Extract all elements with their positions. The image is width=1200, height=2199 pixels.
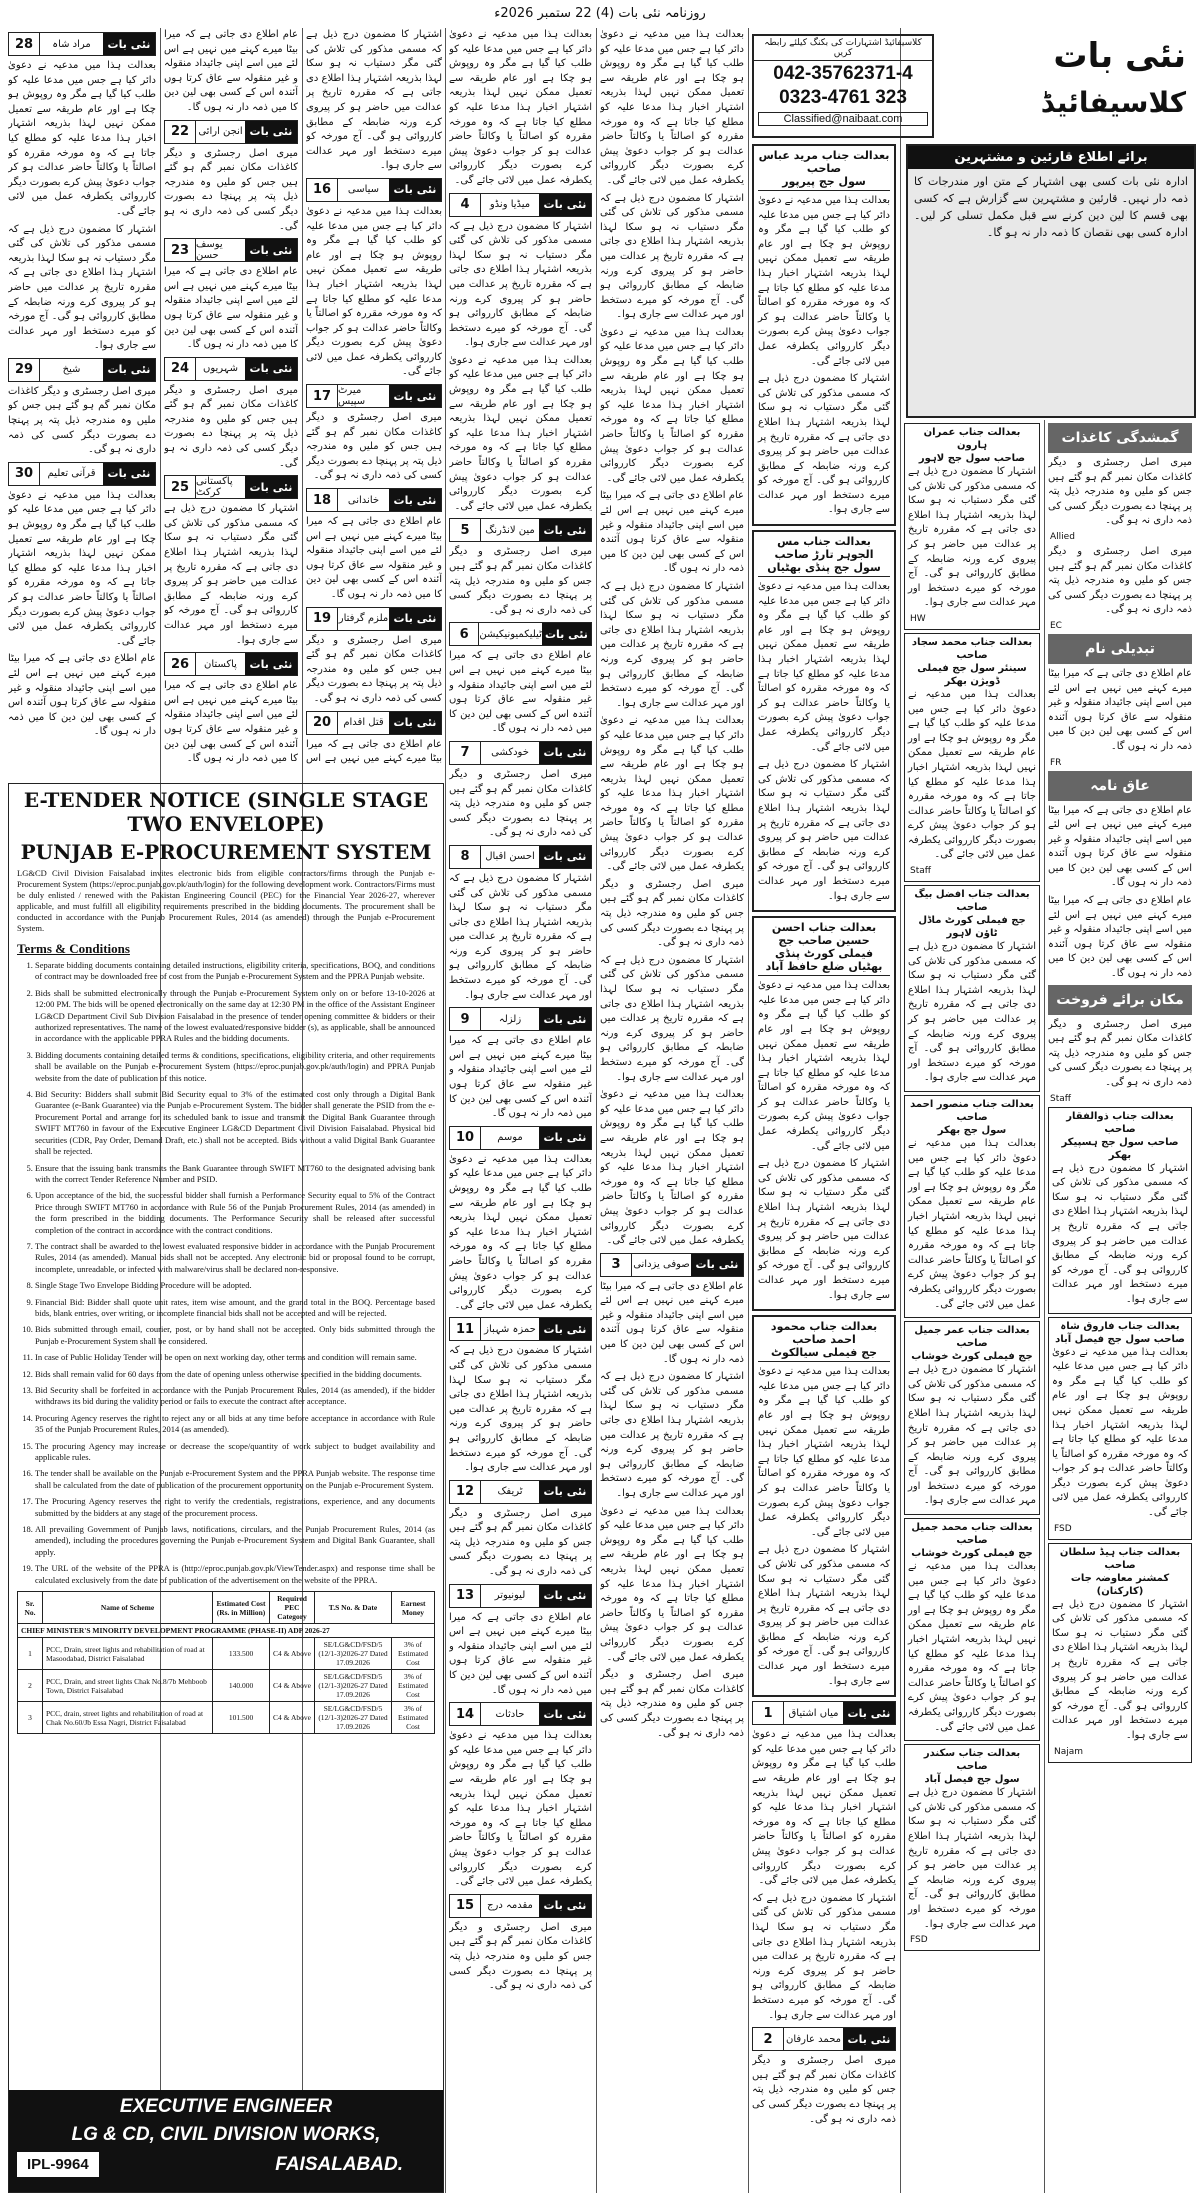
column-g [904,420,1040,2193]
ad-text: عام اطلاع دی جاتی ہے کہ میرا بیٹا میرے کہنے میں نہیں ہے اس لئے میں اسے اپنی جائیداد منقولہ و غیر منقولہ سے عاق کرتا ہوں آئندہ اس کے کسی بھی لین دین کا میں ذمہ دار نہ ہوں گا۔ [164,680,298,765]
ad-text: میری اصل رجسٹری و دیگر کاغذات مکان نمبر گم ہو گئے ہیں جس کو ملیں وہ مندرجہ ذیل پتہ پر پہنچا دے بصورت دیگر کسی کی ذمہ داری نہ ہو گی۔ [306,412,442,482]
ad-header-name-change: تبدیلی نام [1048,634,1192,664]
term-item: 19. The URL of the website of the PPRA is (http://eproc.punjab.gov.pk/ViewTender.aspx) and response time shall be calculated exclusively from the date of publication of the advertisement on the website of the PPRA. [35,1563,435,1586]
ad-text: بعدالت ہذا میں مدعیہ نے دعویٰ دائر کیا ہے جس میں مدعا علیہ کو طلب کیا گیا ہے مگر وہ روپوش ہو چکا ہے اور عام طریقہ سے تعمیل ممکن نہیں لہذا بذریعہ اشتہار اخبار ہذا مدعا علیہ کو مطلع کیا جاتا ہے کہ وہ مورخہ مقررہ کو اصالتاً یا وکالتاً حاضر عدالت ہو کر جواب دعویٰ پیش کرے بصورت دیگر کارروائی یکطرفہ عمل میں لائی جائے گی۔ [600,715,744,873]
category-bar: 4 میڈیا ونڈو نئی بات [449,193,592,217]
ad-text: عام اطلاع دی جاتی ہے کہ میرا بیٹا میرے کہنے میں نہیں ہے اس لئے میں اسے اپنی جائیداد منقولہ و غیر منقولہ سے عاق کرتا ہوں آئندہ اس کے کسی بھی لین دین کا میں ذمہ دار نہ ہوں گا۔ [164,266,298,351]
court-notice: بعدالت جناب عمران ہارون صاحب سول جج لاہور اشتہار کا مضمون درج ذیل ہے کہ مسمی مذکور کی تلاش کی گئی مگر دستیاب نہ ہو سکا لہذا بذریعہ اشتہار ہذا اطلاع دی جاتی ہے کہ مقررہ تاریخ پر عدالت میں حاضر ہو کر پیروی کرے ورنہ ضابطہ کے مطابق کارروائی ہو گی۔ آج مورخہ کو میرے دستخط اور مہر عدالت سے جاری ہوا۔ HW [904,423,1040,630]
court-notice: بعدالت جناب محمود احمد صاحب جج فیملی سیالکوٹ بعدالت ہذا میں مدعیہ نے دعویٰ دائر کیا ہے جس میں مدعا علیہ کو طلب کیا گیا ہے مگر وہ روپوش ہو چکا ہے اور عام طریقہ سے تعمیل ممکن نہیں لہذا بذریعہ اشتہار اخبار ہذا مدعا علیہ کو مطلع کیا جاتا ہے کہ وہ مورخہ مقررہ کو اصالتاً یا وکالتاً حاضر عدالت ہو کر جواب دعویٰ پیش کرے بصورت دیگر کارروائی یکطرفہ عمل میں لائی جائے گی۔ اشتہار کا مضمون درج ذیل ہے کہ مسمی مذکور کی تلاش کی گئی مگر دستیاب نہ ہو سکا لہذا بذریعہ اشتہار ہذا اطلاع دی جاتی ہے کہ مقررہ تاریخ پر عدالت میں حاضر ہو کر پیروی کرے ورنہ ضابطہ کے مطابق کارروائی ہو گی۔ آج مورخہ کو میرے دستخط اور مہر عدالت سے جاری ہوا۔ [752,1315,896,1697]
category-bar: 17 میرٹ سپیس نئی بات [306,384,442,408]
ad-text: میری اصل رجسٹری و دیگر کاغذات مکان نمبر گم ہو گئے ہیں جس کو ملیں وہ مندرجہ ذیل پتہ پر پہنچا دے بصورت دیگر کسی کی ذمہ داری نہ ہو گی۔ [449,1507,592,1578]
ad-text: میری اصل رجسٹری و دیگر کاغذات مکان نمبر گم ہو گئے ہیں جس کو ملیں وہ مندرجہ ذیل پتہ پر پہنچا دے بصورت دیگر کسی کی ذمہ داری نہ ہو گی۔ [752,2055,896,2125]
court-notice: بعدالت جناب مرید عباس صاحب سول جج پیرپور بعدالت ہذا میں مدعیہ نے دعویٰ دائر کیا ہے جس میں مدعا علیہ کو طلب کیا گیا ہے مگر وہ روپوش ہو چکا ہے اور عام طریقہ سے تعمیل ممکن نہیں لہذا بذریعہ اشتہار اخبار ہذا مدعا علیہ کو مطلع کیا جاتا ہے کہ وہ مورخہ مقررہ کو اصالتاً یا وکالتاً حاضر عدالت ہو کر جواب دعویٰ پیش کرے بصورت دیگر کارروائی یکطرفہ عمل میں لائی جائے گی۔ اشتہار کا مضمون درج ذیل ہے کہ مسمی مذکور کی تلاش کی گئی مگر دستیاب نہ ہو سکا لہذا بذریعہ اشتہار ہذا اطلاع دی جاتی ہے کہ مقررہ تاریخ پر عدالت میں حاضر ہو کر پیروی کرے ورنہ ضابطہ کے مطابق کارروائی ہو گی۔ آج مورخہ کو میرے دستخط اور مہر عدالت سے جاری ہوا۔ [752,144,896,526]
ad-text: عام اطلاع دی جاتی ہے کہ میرا بیٹا میرے کہنے میں نہیں ہے اس لئے میں اسے اپنی جائیداد منقولہ و غیر منقولہ سے عاق کرتا ہوں آئندہ اس کے کسی بھی لین دین کا میں ذمہ دار نہ ہوں گا۔ [1048,667,1192,752]
ad-text: عام اطلاع دی جاتی ہے کہ میرا بیٹا میرے کہنے میں نہیں ہے اس لئے میں اسے اپنی جائیداد منقولہ و غیر منقولہ سے عاق کرتا ہوں آئندہ اس کے کسی بھی لین دین کا میں ذمہ دار نہ ہوں گا۔ [1048,895,1192,980]
category-bar: 7 خودکشی نئی بات [449,741,592,765]
ad-tag: EC [1050,620,1062,631]
court-notice: بعدالت جناب ہیڈ سلطان صاحب کمشنر معاوضہ جات (کارکنان) اشتہار کا مضمون درج ذیل ہے کہ مسمی مذکور کی تلاش کی گئی مگر دستیاب نہ ہو سکا لہذا بذریعہ اشتہار ہذا اطلاع دی جاتی ہے کہ مقررہ تاریخ پر عدالت میں حاضر ہو کر پیروی کرے ورنہ ضابطہ کے مطابق کارروائی ہو گی۔ آج مورخہ کو میرے دستخط اور مہر عدالت سے جاری ہوا۔ Najam [1048,1543,1192,1763]
footer-office: LG & CD, CIVIL DIVISION WORKS, [71,2124,381,2145]
ad-text: میری اصل رجسٹری و دیگر کاغذات مکان نمبر گم ہو گئے ہیں جس کو ملیں وہ مندرجہ ذیل پتہ پر پہنچا دے بصورت دیگر کسی کی ذمہ داری نہ ہو گی۔ [600,1669,744,1739]
tender-footer [9,2090,443,2192]
term-item: 4. Bid Security: Bidders shall submit Bid Security equal to 3% of the estimated cost only through a Digital Bank Guarantee (e-Bank Guarantee) via the Punjab e-Procurement System. The bidder shall generate the PSID from the e-Procurement Portal and arrange for its scheduled bank to issue and transmit the Digital Bank Guarantee through SWIFT MT760 in favour of the Executive Engineer LG&CD Department Civil Division Faisalabad. Physical bid securities (CDR, Pay Order, Demand Draft, etc.) shall not be accepted. Bids without a valid Digital Bank Guarantee shall be rejected. [35,1089,435,1157]
term-item: 2. Bids shall be submitted electronically through the Punjab e-Procurement System only on or before 13-10-2026 at 12:00 PM. The bids will be opened electronically on the same day at 12:30 PM in the office of the Assistant Engineer LG&CD Department Civil Sub Division Faisalabad in the presence of tender opening committee & bidders or their authorized representatives. The name of the lowest evaluated/responsive bidder (s), as applicable, shall be announced in accordance with the applicable PPRA Rules and the bidding documents. [35,988,435,1045]
ad-tag: Allied [1050,531,1075,542]
term-item: 12. Bids shall remain valid for 60 days from the date of opening unless otherwise specified in the bidding documents. [35,1369,435,1380]
term-item: 5. Ensure that the issuing bank transmits the Bank Guarantee through SWIFT MT760 to the designated advising bank with the correct Tender Reference Number and PSID. [35,1163,435,1186]
email-address[interactable]: Classified@naibaat.com [758,112,928,126]
ad-tag: Staff [1050,1093,1071,1104]
category-bar: 23 یوسف حسن نئی بات [164,238,298,262]
column-divider [748,28,749,2193]
category-bar: 24 شہریوں نئی بات [164,357,298,381]
court-notice: بعدالت جناب عمر جمیل صاحب جج فیملی کورٹ خوشاب اشتہار کا مضمون درج ذیل ہے کہ مسمی مذکور کی تلاش کی گئی مگر دستیاب نہ ہو سکا لہذا بذریعہ اشتہار ہذا اطلاع دی جاتی ہے کہ مقررہ تاریخ پر عدالت میں حاضر ہو کر پیروی کرے ورنہ ضابطہ کے مطابق کارروائی ہو گی۔ آج مورخہ کو میرے دستخط اور مہر عدالت سے جاری ہوا۔ [904,1321,1040,1515]
readers-notice [906,144,1196,418]
category-bar: 9 زلزلہ نئی بات [449,1007,592,1031]
table-header: Estimated Cost (Rs. in Million) [213,1592,270,1624]
term-item: 7. The contract shall be awarded to the lowest evaluated responsive bidder in accordance with the Punjab Procurement Rules, 2014 (as amended). Manual bids shall not be accepted. Any electronic bid or proposal found to be corrupt, incomplete, unreadable, or infected with malware/virus shall be declared non-responsive. [35,1241,435,1275]
ad-text: عام اطلاع دی جاتی ہے کہ میرا بیٹا میرے کہنے میں نہیں ہے اس لئے میں اسے اپنی جائیداد منقولہ و غیر منقولہ سے عاق کرتا ہوں آئندہ اس کے کسی بھی لین دین کا میں ذمہ دار نہ ہوں گا۔ [600,1280,744,1365]
court-notice: بعدالت جناب افضل بیگ صاحب جج فیملی کورٹ ماڈل ٹاؤن لاہور اشتہار کا مضمون درج ذیل ہے کہ مسمی مذکور کی تلاش کی گئی مگر دستیاب نہ ہو سکا لہذا بذریعہ اشتہار ہذا اطلاع دی جاتی ہے کہ مقررہ تاریخ پر عدالت میں حاضر ہو کر پیروی کرے ورنہ ضابطہ کے مطابق کارروائی ہو گی۔ آج مورخہ کو میرے دستخط اور مہر عدالت سے جاری ہوا۔ [904,885,1040,1092]
term-item: 3. Bidding documents containing detailed terms & conditions, specifications, eligibility criteria, and other requirements shall be available on the Punjab e-Procurement System (https://eproc.punjab.gov.pk/auth/login) and PPRA Punjab website from the date of publication of this notice. [35,1050,435,1084]
contact-box [752,34,934,138]
ad-text: میری اصل رجسٹری و دیگر کاغذات مکان نمبر گم ہو گئے ہیں جس کو ملیں وہ مندرجہ ذیل پتہ پر پہنچا دے بصورت دیگر کسی کی ذمہ داری نہ ہو گی۔ [449,546,592,616]
column-e [600,28,744,2193]
table-header: Required PEC Category [270,1592,315,1624]
term-item: 17. The Procuring Agency reserves the right to verify the credentials, registrations, experience, and any documents submitted by the bidders at any stage of the procurement process. [35,1496,435,1519]
table-row: 2 PCC, Drain, and street lights Chak No.8/7b Mehboob Town, District Faisalabad 140.000 C4 & Above SE/LG&CD/FSD/5 (12/1-3)2026-27 Dated 17.09.2026 3% of Estimated Cost [18,1670,435,1702]
table-header-row [18,1592,435,1624]
category-bar: 5 مین لانڈرنگ نئی بات [449,518,592,542]
term-item: 9. Financial Bid: Bidder shall quote unit rates, item wise amount, and the grand total in the BOQ. Percentage based bids, blank entries, over writing, or incomplete financial bids shall not be accepted and will be rejected. [35,1297,435,1320]
category-bar: 19 ملزم گرفتار نئی بات [306,607,442,631]
column-h [1048,420,1192,2193]
ad-text: عام اطلاع دی جاتی ہے کہ میرا بیٹا میرے کہنے میں نہیں ہے اس لئے میں اسے اپنی جائیداد منقولہ و غیر منقولہ سے عاق کرتا ہوں آئندہ اس کے کسی بھی لین دین کا میں ذمہ دار نہ ہوں گا۔ [306,516,442,600]
category-bar: 30 قرآنی تعلیم نئی بات [8,462,156,486]
ad-text: اشتہار کا مضمون درج ذیل ہے کہ مسمی مذکور کی تلاش کی گئی مگر دستیاب نہ ہو سکا لہذا بذریعہ اشتہار ہذا اطلاع دی جاتی ہے کہ مقررہ تاریخ پر عدالت میں حاضر ہو کر پیروی کرے ورنہ ضابطہ کے مطابق کارروائی ہو گی۔ آج مورخہ کو میرے دستخط اور مہر عدالت سے جاری ہوا۔ [600,1371,744,1499]
ad-tag: FR [1050,757,1062,768]
ad-text: اشتہار کا مضمون درج ذیل ہے کہ مسمی مذکور کی تلاش کی گئی مگر دستیاب نہ ہو سکا لہذا بذریعہ اشتہار ہذا اطلاع دی جاتی ہے کہ مقررہ تاریخ پر عدالت میں حاضر ہو کر پیروی کرے ورنہ ضابطہ کے مطابق کارروائی ہو گی۔ آج مورخہ کو میرے دستخط اور مہر عدالت سے جاری ہوا۔ [164,503,298,646]
table-header: Name of Scheme [43,1592,213,1624]
ad-text: اشتہار کا مضمون درج ذیل ہے کہ مسمی مذکور کی تلاش کی گئی مگر دستیاب نہ ہو سکا لہذا بذریعہ اشتہار ہذا اطلاع دی جاتی ہے کہ مقررہ تاریخ پر عدالت میں حاضر ہو کر پیروی کرے ورنہ ضابطہ کے مطابق کارروائی ہو گی۔ آج مورخہ کو میرے دستخط اور مہر عدالت سے جاری ہوا۔ [449,1345,592,1474]
ad-text: عام اطلاع دی جاتی ہے کہ میرا بیٹا میرے کہنے میں نہیں ہے اس لئے میں اسے اپنی جائیداد منقولہ و غیر منقولہ سے عاق کرتا ہوں آئندہ اس کے کسی بھی لین دین کا میں ذمہ دار نہ ہوں گا۔ [449,650,592,735]
mobile-number[interactable]: 0323-4761 323 [779,87,907,108]
court-notice: بعدالت جناب فاروق شاہ صاحب سول جج فیصل آباد بعدالت ہذا میں مدعیہ نے دعویٰ دائر کیا ہے جس میں مدعا علیہ کو طلب کیا گیا ہے مگر وہ روپوش ہو چکا ہے اور عام طریقہ سے تعمیل ممکن نہیں لہذا بذریعہ اشتہار اخبار ہذا مدعا علیہ کو مطلع کیا جاتا ہے کہ وہ مورخہ مقررہ کو اصالتاً یا وکالتاً حاضر عدالت ہو کر جواب دعویٰ پیش کرے بصورت دیگر کارروائی یکطرفہ عمل میں لائی جائے گی۔ FSD [1048,1317,1192,1540]
logo-text: نئی بات [1053,36,1186,76]
page-header: روزنامہ نئی بات (4) 22 ستمبر 2026ء [494,6,706,21]
ad-text: عام اطلاع دی جاتی ہے کہ میرا بیٹا میرے کہنے میں نہیں ہے اس لئے میں اسے اپنی جائیداد منقولہ و غیر منقولہ سے عاق کرتا ہوں آئندہ اس کے کسی بھی لین دین کا میں ذمہ دار نہ ہوں گا۔ [449,1611,592,1696]
term-item: 16. The tender shall be available on the Punjab e-Procurement System and the PPRA Punjab website. The response time shall be calculated from the date of publication of the procurement opportunity on the Punjab e-Procurement System. [35,1468,435,1491]
court-notice: بعدالت جناب محمد سجاد صاحب سینئر سول جج فیملی ڈویژن بھکر بعدالت ہذا میں مدعیہ نے دعویٰ دائر کیا ہے جس میں مدعا علیہ کو طلب کیا گیا ہے مگر وہ روپوش ہو چکا ہے اور عام طریقہ سے تعمیل ممکن نہیں لہذا بذریعہ اشتہار اخبار ہذا مدعا علیہ کو مطلع کیا جاتا ہے کہ وہ مورخہ مقررہ کو اصالتاً یا وکالتاً حاضر عدالت ہو کر جواب دعویٰ پیش کرے بصورت دیگر کارروائی یکطرفہ عمل میں لائی جائے گی۔ Staff [904,633,1040,882]
tender-title: E-TENDER NOTICE (SINGLE STAGE TWO ENVELOPE) [23,788,429,836]
ad-text: اشتہار کا مضمون درج ذیل ہے کہ مسمی مذکور کی تلاش کی گئی مگر دستیاب نہ ہو سکا لہذا بذریعہ اشتہار ہذا اطلاع دی جاتی ہے کہ مقررہ تاریخ پر عدالت میں حاضر ہو کر پیروی کرے ورنہ ضابطہ کے مطابق کارروائی ہو گی۔ آج مورخہ کو میرے دستخط اور مہر عدالت سے جاری ہوا۔ [600,954,744,1083]
category-bar: 18 خاندانی نئی بات [306,488,442,512]
ad-text: میری اصل رجسٹری و دیگر کاغذات مکان نمبر گم ہو گئے ہیں جس کو ملیں وہ مندرجہ ذیل پتہ پر پہنچا دے بصورت دیگر کسی کی ذمہ داری نہ ہو گی۔ [449,768,592,839]
category-bar: 29 شیخ نئی بات [8,358,156,382]
footer-title: EXECUTIVE ENGINEER [119,2096,333,2117]
category-bar: 1 میاں اشتیاق نئی بات [752,1701,896,1725]
logo-subtext: کلاسیفائیڈ [1040,86,1186,119]
notice-title: برائے اطلاع قارئین و مشتہرین [908,146,1194,169]
ad-text: اشتہار کا مضمون درج ذیل ہے کہ مسمی مذکور کی تلاش کی گئی مگر دستیاب نہ ہو سکا لہذا بذریعہ اشتہار ہذا اطلاع دی جاتی ہے کہ مقررہ تاریخ پر عدالت میں حاضر ہو کر پیروی کرے ورنہ ضابطہ کے مطابق کارروائی ہو گی۔ آج مورخہ کو میرے دستخط اور مہر عدالت سے جاری ہوا۔ [752,1892,896,2021]
ad-text: بعدالت ہذا میں مدعیہ نے دعویٰ دائر کیا ہے جس میں مدعا علیہ کو طلب کیا گیا ہے مگر وہ روپوش ہو چکا ہے اور عام طریقہ سے تعمیل ممکن نہیں لہذا بذریعہ اشتہار اخبار ہذا مدعا علیہ کو مطلع کیا جاتا ہے کہ وہ مورخہ مقررہ کو اصالتاً یا وکالتاً حاضر عدالت ہو کر جواب دعویٰ پیش کرے بصورت دیگر کارروائی یکطرفہ عمل میں لائی جائے گی۔ [306,205,442,378]
ad-text: عام اطلاع دی جاتی ہے کہ میرا بیٹا میرے کہنے میں نہیں ہے اس [306,738,442,765]
table-header: Sr. No. [18,1592,43,1624]
ad-text: اشتہار کا مضمون درج ذیل ہے کہ مسمی مذکور کی تلاش کی گئی مگر دستیاب نہ ہو سکا لہذا بذریعہ اشتہار ہذا اطلاع دی جاتی ہے کہ مقررہ تاریخ پر عدالت میں حاضر ہو کر پیروی کرے ورنہ ضابطہ کے مطابق کارروائی ہو گی۔ آج مورخہ کو میرے دستخط اور مہر عدالت سے جاری ہوا۔ [449,220,592,349]
column-a [8,28,156,768]
e-tender-notice [8,783,444,2193]
programme-row: CHIEF MINISTER'S MINORITY DEVELOPMENT PROGRAMME (PHASE-II) ADP 2026-27 [18,1624,435,1638]
category-bar: 22 انجن ارائی نئی بات [164,120,298,144]
term-item: 10. Bids submitted through email, courier, post, or by hand shall not be accepted. Only bids submitted through the Punjab e-Procurement System shall be considered. [35,1324,435,1347]
ad-text: عام اطلاع دی جاتی ہے کہ میرا بیٹا میرے کہنے میں نہیں ہے اس لئے میں اسے اپنی جائیداد منقولہ و غیر منقولہ سے عاق کرتا ہوں آئندہ اس کے کسی بھی لین دین کا میں ذمہ دار نہ ہوں گا۔ [8,653,156,738]
category-bar: 20 قتل اقدام نئی بات [306,711,442,735]
ad-text: بعدالت ہذا میں مدعیہ نے دعویٰ دائر کیا ہے جس میں مدعا علیہ کو طلب کیا گیا ہے مگر وہ روپوش ہو چکا ہے اور عام طریقہ سے تعمیل ممکن نہیں لہذا بذریعہ اشتہار اخبار ہذا مدعا علیہ کو مطلع کیا جاتا ہے کہ وہ مورخہ مقررہ کو اصالتاً یا وکالتاً حاضر عدالت ہو کر جواب دعویٰ پیش کرے بصورت دیگر کارروائی یکطرفہ عمل میں لائی جائے گی۔ [449,354,592,512]
ad-text: میری اصل رجسٹری و دیگر کاغذات مکان نمبر گم ہو گئے ہیں جس کو ملیں وہ مندرجہ ذیل پتہ پر پہنچا دے بصورت دیگر کسی کی ذمہ داری نہ ہو گی۔ [1048,545,1192,616]
ad-text: عام اطلاع دی جاتی ہے کہ میرا بیٹا میرے کہنے میں نہیں ہے اس لئے میں اسے اپنی جائیداد منقولہ و غیر منقولہ سے عاق کرتا ہوں آئندہ اس کے کسی بھی لین دین کا میں ذمہ دار نہ ہوں گا۔ [164,29,298,113]
ad-text: میری اصل رجسٹری و دیگر کاغذات مکان نمبر گم ہو گئے ہیں جس کو ملیں وہ مندرجہ ذیل پتہ پر پہنچا دے بصورت دیگر کسی کی ذمہ داری نہ ہو گی۔ [600,878,744,949]
category-bar: 11 حمزہ شہباز نئی بات [449,1317,592,1341]
category-bar: 2 محمد عارفان نئی بات [752,2027,896,2051]
table-header: Earnest Money [392,1592,435,1624]
ad-text: اشتہار کا مضمون درج ذیل ہے کہ مسمی مذکور کی تلاش کی گئی مگر دستیاب نہ ہو سکا لہذا بذریعہ اشتہار ہذا اطلاع دی جاتی ہے کہ مقررہ تاریخ پر عدالت میں حاضر ہو کر پیروی کرے ورنہ ضابطہ کے مطابق کارروائی ہو گی۔ آج مورخہ کو میرے دستخط اور مہر عدالت سے جاری ہوا۔ [449,872,592,1001]
category-bar: 6 ٹیلیکمیونیکیشن نئی بات [449,622,592,646]
column-divider [596,28,597,2193]
footer-city: FAISALABAD. [275,2154,403,2175]
schemes-table [17,1591,435,1734]
column-divider [1044,420,1045,2193]
term-item: 8. Single Stage Two Envelope Bidding Procedure will be adopted. [35,1280,435,1291]
ad-text: بعدالت ہذا میں مدعیہ نے دعویٰ دائر کیا ہے جس میں مدعا علیہ کو طلب کیا گیا ہے مگر وہ روپوش ہو چکا ہے اور عام طریقہ سے تعمیل ممکن نہیں لہذا بذریعہ اشتہار اخبار ہذا مدعا علیہ کو مطلع کیا جاتا ہے کہ وہ مورخہ مقررہ کو اصالتاً یا وکالتاً حاضر عدالت ہو کر جواب دعویٰ پیش کرے بصورت دیگر کارروائی یکطرفہ عمل میں لائی جائے گی۔ [449,1153,592,1311]
court-notice: بعدالت جناب احسن حسین صاحب جج فیملی کورٹ پنڈی بھٹیاں ضلع حافظ آباد بعدالت ہذا میں مدعیہ نے دعویٰ دائر کیا ہے جس میں مدعا علیہ کو طلب کیا گیا ہے مگر وہ روپوش ہو چکا ہے اور عام طریقہ سے تعمیل ممکن نہیں لہذا بذریعہ اشتہار اخبار ہذا مدعا علیہ کو مطلع کیا جاتا ہے کہ وہ مورخہ مقررہ کو اصالتاً یا وکالتاً حاضر عدالت ہو کر جواب دعویٰ پیش کرے بصورت دیگر کارروائی یکطرفہ عمل میں لائی جائے گی۔ اشتہار کا مضمون درج ذیل ہے کہ مسمی مذکور کی تلاش کی گئی مگر دستیاب نہ ہو سکا لہذا بذریعہ اشتہار ہذا اطلاع دی جاتی ہے کہ مقررہ تاریخ پر عدالت میں حاضر ہو کر پیروی کرے ورنہ ضابطہ کے مطابق کارروائی ہو گی۔ آج مورخہ کو میرے دستخط اور مہر عدالت سے جاری ہوا۔ [752,916,896,1311]
ad-text: بعدالت ہذا میں مدعیہ نے دعویٰ دائر کیا ہے جس میں مدعا علیہ کو طلب کیا گیا ہے مگر وہ روپوش ہو چکا ہے اور عام طریقہ سے تعمیل ممکن نہیں لہذا بذریعہ اشتہار اخبار ہذا مدعا علیہ کو مطلع کیا جاتا ہے کہ وہ مورخہ مقررہ کو اصالتاً یا وکالتاً حاضر عدالت ہو کر جواب دعویٰ پیش کرے بصورت دیگر کارروائی یکطرفہ عمل میں لائی جائے گی۔ [8,489,156,647]
category-bar: 10 موسم نئی بات [449,1126,592,1150]
ipl-badge: IPL-9964 [17,2152,99,2177]
court-notice: بعدالت جناب ذوالفقار صاحب صاحب سول جج ہسپیکر بھکر اشتہار کا مضمون درج ذیل ہے کہ مسمی مذکور کی تلاش کی گئی مگر دستیاب نہ ہو سکا لہذا بذریعہ اشتہار ہذا اطلاع دی جاتی ہے کہ مقررہ تاریخ پر عدالت میں حاضر ہو کر پیروی کرے ورنہ ضابطہ کے مطابق کارروائی ہو گی۔ آج مورخہ کو میرے دستخط اور مہر عدالت سے جاری ہوا۔ [1048,1107,1192,1314]
masthead-logo [1012,32,1192,140]
ad-text: بعدالت ہذا میں مدعیہ نے دعویٰ دائر کیا ہے جس میں مدعا علیہ کو طلب کیا گیا ہے مگر وہ روپوش ہو چکا ہے اور عام طریقہ سے تعمیل ممکن نہیں لہذا بذریعہ اشتہار اخبار ہذا مدعا علیہ کو مطلع کیا جاتا ہے کہ وہ مورخہ مقررہ کو اصالتاً یا وکالتاً حاضر عدالت ہو کر جواب دعویٰ پیش کرے بصورت دیگر کارروائی یکطرفہ عمل میں لائی جائے گی۔ [600,29,744,186]
column-divider [445,28,446,2193]
ad-text: بعدالت ہذا میں مدعیہ نے دعویٰ دائر کیا ہے جس میں مدعا علیہ کو طلب کیا گیا ہے مگر وہ روپوش ہو چکا ہے اور عام طریقہ سے تعمیل ممکن نہیں لہذا بذریعہ اشتہار اخبار ہذا مدعا علیہ کو مطلع کیا جاتا ہے کہ وہ مورخہ مقررہ کو اصالتاً یا وکالتاً حاضر عدالت ہو کر جواب دعویٰ پیش کرے بصورت دیگر کارروائی یکطرفہ عمل میں لائی جائے گی۔ [600,1505,744,1663]
ad-text: عام اطلاع دی جاتی ہے کہ میرا بیٹا میرے کہنے میں نہیں ہے اس لئے میں اسے اپنی جائیداد منقولہ و غیر منقولہ سے عاق کرتا ہوں آئندہ اس کے کسی بھی لین دین کا میں ذمہ دار نہ ہوں گا۔ [1048,804,1192,889]
contact-label: کلاسیفائیڈ اشتہارات کی بکنگ کیلئے رابطہ کریں [754,36,932,61]
column-c [306,28,442,768]
ad-text: میری اصل رجسٹری و دیگر کاغذات مکان نمبر گم ہو گئے ہیں جس کو ملیں وہ مندرجہ ذیل پتہ پر پہنچا دے بصورت دیگر کسی کی ذمہ داری نہ ہو گی۔ [164,384,298,469]
term-item: 6. Upon acceptance of the bid, the successful bidder shall furnish a Performance Security equal to 5% of the Contract Price through SWIFT MT760 in accordance with Rule 56 of the Punjab Procurement Rules, 2014 (as amended) in the form prescribed in the bidding documents. The Performance Security shall be released after successful completion of the contract in accordance with the contract conditions. [35,1190,435,1236]
ad-text: میری اصل رجسٹری و دیگر کاغذات مکان نمبر گم ہو گئے ہیں جس کو ملیں وہ مندرجہ ذیل پتہ پر پہنچا دے بصورت دیگر کسی کی ذمہ داری نہ ہو گی۔ [8,385,156,456]
table-row: 1 PCC, Drain, street lights and rehabilitation of road at Masoodabad, District Faisalabad 133.500 C4 & Above SE/LG&CD/FSD/5 (12/1-3)2026-27 Dated 17.09.2026 3% of Estimated Cost [18,1638,435,1670]
term-item: 15. The procuring Agency may increase or decrease the scope/quantity of work subject to budget availability and applicable rules. [35,1441,435,1464]
ad-text: اشتہار کا مضمون درج ذیل ہے کہ مسمی مذکور کی تلاش کی گئی مگر دستیاب نہ ہو سکا لہذا بذریعہ اشتہار ہذا اطلاع دی جاتی ہے کہ مقررہ تاریخ پر عدالت میں حاضر ہو کر پیروی کرے ورنہ ضابطہ کے مطابق کارروائی ہو گی۔ آج مورخہ کو میرے دستخط اور مہر عدالت سے جاری ہوا۔ [600,580,744,709]
ad-text: میری اصل رجسٹری و دیگر کاغذات مکان نمبر گم ہو گئے ہیں جس کو ملیں وہ مندرجہ ذیل پتہ پر پہنچا دے بصورت دیگر کسی کی ذمہ داری نہ ہو گی۔ [164,147,298,232]
category-bar: 8 احسن اقبال نئی بات [449,845,592,869]
term-item: 1. Separate bidding documents containing detailed instructions, eligibility criteria, specifications, BOQ, and conditions of contract may be downloaded free of cost from the Punjab e-Procurement System and the PPRA Punjab website. [35,960,435,983]
term-item: 11. In case of Public Holiday Tender will be open on next working day, other terms and condition will remain same. [35,1352,435,1363]
tender-intro: LG&CD Civil Division Faisalabad invites electronic bids from eligible contractors/firms through the Punjab e-Procurement System (https://eproc.punjab.gov.pk/auth/login) for the following development work. Contractors/Firms must be duly enlisted / renewed with the Pakistan Engineering Council (PEC) for the Financial Year 2026-27, wherever applicable, and must fulfill all eligibility requirements prescribed in the bidding documents. The procurement shall be conducted in accordance with the Punjab Procurement Rules, 2014 (as amended) through the Punjab e-Procurement System. [17,868,436,933]
notice-body: ادارہ نئی بات کسی بھی اشتہار کے متن اور مندرجات کا ذمہ دار نہیں۔ قارئین و مشتہرین سے گزارش ہے کہ کسی بھی قسم کا لین دین کرنے سے قبل مکمل تسلی کر لیں۔ ادارہ کسی بھی نقصان کا ذمہ دار نہ ہو گا۔ [914,175,1188,239]
ad-text: بعدالت ہذا میں مدعیہ نے دعویٰ دائر کیا ہے جس میں مدعا علیہ کو طلب کیا گیا ہے مگر وہ روپوش ہو چکا ہے اور عام طریقہ سے تعمیل ممکن نہیں لہذا بذریعہ اشتہار اخبار ہذا مدعا علیہ کو مطلع کیا جاتا ہے کہ وہ مورخہ مقررہ کو اصالتاً یا وکالتاً حاضر عدالت ہو کر جواب دعویٰ پیش کرے بصورت دیگر کارروائی یکطرفہ عمل میں لائی جائے گی۔ [600,326,744,484]
category-bar: 13 لیونیوتر نئی بات [449,1584,592,1608]
term-item: 14. Procuring Agency reserves the right to reject any or all bids at any time before acceptance in accordance with Rule 35 of the Punjab Procurement Rules, 2014 (as amended). [35,1413,435,1436]
category-bar: 25 پاکستانی کرکٹ نئی بات [164,475,298,499]
terms-heading: Terms & Conditions [17,941,130,956]
ad-text: عام اطلاع دی جاتی ہے کہ میرا بیٹا میرے کہنے میں نہیں ہے اس لئے میں اسے اپنی جائیداد منقولہ و غیر منقولہ سے عاق کرتا ہوں آئندہ اس کے کسی بھی لین دین کا میں ذمہ دار نہ ہوں گا۔ [449,1035,592,1120]
category-bar: 15 مقدمہ درج نئی بات [449,1894,592,1918]
term-item: 18. All prevailing Government of Punjab laws, notifications, circulars, and the Punjab Procurement Rules, 2014 (as amended), including the procedures governing the Punjab e-Procurement System and Digital Bank Guarantee, shall apply. [35,1524,435,1558]
court-notice: بعدالت جناب محمد جمیل صاحب جج فیملی کورٹ خوشاب بعدالت ہذا میں مدعیہ نے دعویٰ دائر کیا ہے جس میں مدعا علیہ کو طلب کیا گیا ہے مگر وہ روپوش ہو چکا ہے اور عام طریقہ سے تعمیل ممکن نہیں لہذا بذریعہ اشتہار اخبار ہذا مدعا علیہ کو مطلع کیا جاتا ہے کہ وہ مورخہ مقررہ کو اصالتاً یا وکالتاً حاضر عدالت ہو کر جواب دعویٰ پیش کرے بصورت دیگر کارروائی یکطرفہ عمل میں لائی جائے گی۔ [904,1518,1040,1741]
category-bar: 26 پاکستان نئی بات [164,652,298,676]
category-bar: 14 حادثات نئی بات [449,1702,592,1726]
tender-subtitle: PUNJAB E-PROCUREMENT SYSTEM [20,840,432,864]
ad-text: بعدالت ہذا میں مدعیہ نے دعویٰ دائر کیا ہے جس میں مدعا علیہ کو طلب کیا گیا ہے مگر وہ روپوش ہو چکا ہے اور عام طریقہ سے تعمیل ممکن نہیں لہذا بذریعہ اشتہار اخبار ہذا مدعا علیہ کو مطلع کیا جاتا ہے کہ وہ مورخہ مقررہ کو اصالتاً یا وکالتاً حاضر عدالت ہو کر جواب دعویٰ پیش کرے بصورت دیگر کارروائی یکطرفہ عمل میں لائی جائے گی۔ [8,60,156,217]
ad-text: میری اصل رجسٹری و دیگر کاغذات مکان نمبر گم ہو گئے ہیں جس کو ملیں وہ مندرجہ ذیل پتہ پر پہنچا دے بصورت دیگر کسی کی ذمہ داری نہ ہو گی۔ [306,634,442,704]
ad-text: عام اطلاع دی جاتی ہے کہ میرا بیٹا میرے کہنے میں نہیں ہے اس لئے میں اسے اپنی جائیداد منقولہ و غیر منقولہ سے عاق کرتا ہوں آئندہ اس کے کسی بھی لین دین کا میں ذمہ دار نہ ہوں گا۔ [600,490,744,575]
court-notice: بعدالت جناب منصور احمد صاحب سول جج بھکر بعدالت ہذا میں مدعیہ نے دعویٰ دائر کیا ہے جس میں مدعا علیہ کو طلب کیا گیا ہے مگر وہ روپوش ہو چکا ہے اور عام طریقہ سے تعمیل ممکن نہیں لہذا بذریعہ اشتہار اخبار ہذا مدعا علیہ کو مطلع کیا جاتا ہے کہ وہ مورخہ مقررہ کو اصالتاً یا وکالتاً حاضر عدالت ہو کر جواب دعویٰ پیش کرے بصورت دیگر کارروائی یکطرفہ عمل میں لائی جائے گی۔ [904,1095,1040,1318]
ad-text: بعدالت ہذا میں مدعیہ نے دعویٰ دائر کیا ہے جس میں مدعا علیہ کو طلب کیا گیا ہے مگر وہ روپوش ہو چکا ہے اور عام طریقہ سے تعمیل ممکن نہیں لہذا بذریعہ اشتہار اخبار ہذا مدعا علیہ کو مطلع کیا جاتا ہے کہ وہ مورخہ مقررہ کو اصالتاً یا وکالتاً حاضر عدالت ہو کر جواب دعویٰ پیش کرے بصورت دیگر کارروائی یکطرفہ عمل میں لائی جائے گی۔ [449,1730,592,1888]
phone-number[interactable]: 042-35762371-4 [773,63,913,84]
column-d [449,28,592,2193]
column-f [752,140,896,2193]
category-bar: 3 صوفی یزدانی نئی بات [600,1253,744,1277]
ad-text: میری اصل رجسٹری و دیگر کاغذات مکان نمبر گم ہو گئے ہیں جس کو ملیں وہ مندرجہ ذیل پتہ پر پہنچا دے بصورت دیگر کسی کی ذمہ داری نہ ہو گی۔ [1048,1018,1192,1088]
ad-text: اشتہار کا مضمون درج ذیل ہے کہ مسمی مذکور کی تلاش کی گئی مگر دستیاب نہ ہو سکا لہذا بذریعہ اشتہار ہذا اطلاع دی جاتی ہے کہ مقررہ تاریخ پر عدالت میں حاضر ہو کر پیروی کرے ورنہ ضابطہ کے مطابق کارروائی ہو گی۔ آج مورخہ کو میرے دستخط اور مہر عدالت سے جاری ہوا۔ [600,192,744,321]
ad-text: بعدالت ہذا میں مدعیہ نے دعویٰ دائر کیا ہے جس میں مدعا علیہ کو طلب کیا گیا ہے مگر وہ روپوش ہو چکا ہے اور عام طریقہ سے تعمیل ممکن نہیں لہذا بذریعہ اشتہار اخبار ہذا مدعا علیہ کو مطلع کیا جاتا ہے کہ وہ مورخہ مقررہ کو اصالتاً یا وکالتاً حاضر عدالت ہو کر جواب دعویٰ پیش کرے بصورت دیگر کارروائی یکطرفہ عمل میں لائی جائے گی۔ [600,1089,744,1247]
court-notice: بعدالت جناب مس الجوہر تارڑ صاحب سول جج پنڈی بھٹیاں بعدالت ہذا میں مدعیہ نے دعویٰ دائر کیا ہے جس میں مدعا علیہ کو طلب کیا گیا ہے مگر وہ روپوش ہو چکا ہے اور عام طریقہ سے تعمیل ممکن نہیں لہذا بذریعہ اشتہار اخبار ہذا مدعا علیہ کو مطلع کیا جاتا ہے کہ وہ مورخہ مقررہ کو اصالتاً یا وکالتاً حاضر عدالت ہو کر جواب دعویٰ پیش کرے بصورت دیگر کارروائی یکطرفہ عمل میں لائی جائے گی۔ اشتہار کا مضمون درج ذیل ہے کہ مسمی مذکور کی تلاش کی گئی مگر دستیاب نہ ہو سکا لہذا بذریعہ اشتہار ہذا اطلاع دی جاتی ہے کہ مقررہ تاریخ پر عدالت میں حاضر ہو کر پیروی کرے ورنہ ضابطہ کے مطابق کارروائی ہو گی۔ آج مورخہ کو میرے دستخط اور مہر عدالت سے جاری ہوا۔ [752,530,896,912]
ad-text: میری اصل رجسٹری و دیگر کاغذات مکان نمبر گم ہو گئے ہیں جس کو ملیں وہ مندرجہ ذیل پتہ پر پہنچا دے بصورت دیگر کسی کی ذمہ داری نہ ہو گی۔ [449,1921,592,1992]
terms-list [9,960,443,1586]
ad-text: اشتہار کا مضمون درج ذیل ہے کہ مسمی مذکور کی تلاش کی گئی مگر دستیاب نہ ہو سکا لہذا بذریعہ اشتہار ہذا اطلاع دی جاتی ہے کہ مقررہ تاریخ پر عدالت میں حاضر ہو کر پیروی کرے ورنہ ضابطہ کے مطابق کارروائی ہو گی۔ آج مورخہ کو میرے دستخط اور مہر عدالت سے جاری ہوا۔ [8,223,156,352]
table-header: T.S No. & Date [315,1592,392,1624]
column-b [164,28,298,768]
term-item: 13. Bid Security shall be forfeited in accordance with the Punjab Procurement Rules, 2014 (as amended), if the bidder withdraws its bid during the validity period or fails to execute the contract after acceptance. [35,1385,435,1408]
court-notice: بعدالت جناب سکندر صاحب سول جج فیصل آباد اشتہار کا مضمون درج ذیل ہے کہ مسمی مذکور کی تلاش کی گئی مگر دستیاب نہ ہو سکا لہذا بذریعہ اشتہار ہذا اطلاع دی جاتی ہے کہ مقررہ تاریخ پر عدالت میں حاضر ہو کر پیروی کرے ورنہ ضابطہ کے مطابق کارروائی ہو گی۔ آج مورخہ کو میرے دستخط اور مہر عدالت سے جاری ہوا۔ FSD [904,1744,1040,1951]
category-bar: 12 ٹریفک نئی بات [449,1480,592,1504]
category-bar: 28 مراد شاہ نئی بات [8,32,156,56]
ad-header-house-sale: مکان برائے فروخت [1048,985,1192,1015]
ad-text: بعدالت ہذا میں مدعیہ نے دعویٰ دائر کیا ہے جس میں مدعا علیہ کو طلب کیا گیا ہے مگر وہ روپوش ہو چکا ہے اور عام طریقہ سے تعمیل ممکن نہیں لہذا بذریعہ اشتہار اخبار ہذا مدعا علیہ کو مطلع کیا جاتا ہے کہ وہ مورخہ مقررہ کو اصالتاً یا وکالتاً حاضر عدالت ہو کر جواب دعویٰ پیش کرے بصورت دیگر کارروائی یکطرفہ عمل میں لائی جائے گی۔ [449,29,592,186]
ad-header-disinherit: عاق نامہ [1048,771,1192,801]
category-bar: 16 سیاسی نئی بات [306,178,442,202]
column-divider [900,28,901,2193]
ad-header-lost-papers: گمشدگی کاغذات [1048,423,1192,453]
ad-text: بعدالت ہذا میں مدعیہ نے دعویٰ دائر کیا ہے جس میں مدعا علیہ کو طلب کیا گیا ہے مگر وہ روپوش ہو چکا ہے اور عام طریقہ سے تعمیل ممکن نہیں لہذا بذریعہ اشتہار اخبار ہذا مدعا علیہ کو مطلع کیا جاتا ہے کہ وہ مورخہ مقررہ کو اصالتاً یا وکالتاً حاضر عدالت ہو کر جواب دعویٰ پیش کرے بصورت دیگر کارروائی یکطرفہ عمل میں لائی جائے گی۔ [752,1729,896,1887]
ad-text: اشتہار کا مضمون درج ذیل ہے کہ مسمی مذکور کی تلاش کی گئی مگر دستیاب نہ ہو سکا لہذا بذریعہ اشتہار ہذا اطلاع دی جاتی ہے کہ مقررہ تاریخ پر عدالت میں حاضر ہو کر پیروی کرے ورنہ ضابطہ کے مطابق کارروائی ہو گی۔ آج مورخہ کو میرے دستخط اور مہر عدالت سے جاری ہوا۔ [306,29,442,172]
table-row: 3 PCC, drain, street lights and rehabilitation of road at Chak No.60/Jb Essa Nagri, District Faisalabad 101.500 C4 & Above SE/LG&CD/FSD/5 (12/1-3)2026-27 Dated 17.09.2026 3% of Estimated Cost [18,1702,435,1734]
ad-text: میری اصل رجسٹری و دیگر کاغذات مکان نمبر گم ہو گئے ہیں جس کو ملیں وہ مندرجہ ذیل پتہ پر پہنچا دے بصورت دیگر کسی کی ذمہ داری نہ ہو گی۔ [1048,457,1192,527]
